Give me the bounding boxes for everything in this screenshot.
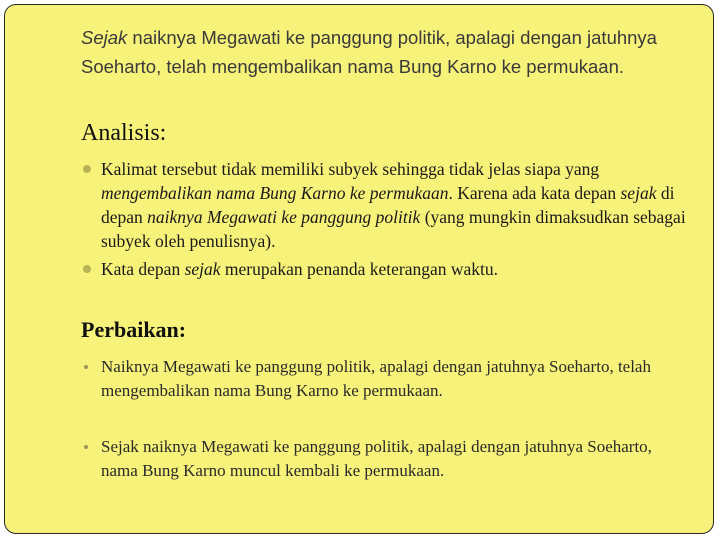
perbaikan-item-1 bbox=[81, 355, 691, 403]
perbaikan-heading: Perbaikan: bbox=[81, 317, 187, 342]
intro-rest: naiknya Megawati ke panggung politik, apalagi dengan jatuhnya Soeharto, telah mengembalikan nama Bung Karno ke permukaan. bbox=[81, 27, 657, 77]
text-part: (yang mungkin dimaksudkan sebagai subyek oleh penulisnya). bbox=[101, 207, 686, 251]
text-italic: naiknya Megawati ke panggung politik bbox=[147, 207, 421, 227]
text-italic: sejak bbox=[620, 183, 657, 203]
text-part: Kalimat tersebut tidak memiliki subyek sehingga tidak jelas siapa yang bbox=[101, 159, 600, 179]
slide bbox=[4, 4, 714, 534]
bullet-dot bbox=[83, 165, 91, 173]
perbaikan-item-2 bbox=[81, 435, 691, 483]
bullet-dot bbox=[83, 265, 91, 273]
text-part: merupakan penanda keterangan waktu. bbox=[220, 259, 498, 279]
analisis-list bbox=[81, 157, 691, 285]
analisis-bullet-1 bbox=[81, 157, 691, 253]
text-part: di depan bbox=[101, 183, 675, 227]
bullet-dot bbox=[84, 445, 88, 449]
intro-sentence bbox=[81, 23, 681, 81]
text-italic: mengembalikan nama Bung Karno ke permukaan bbox=[101, 183, 449, 203]
bullet-dot bbox=[84, 365, 88, 369]
analisis-bullet-2 bbox=[81, 257, 691, 281]
perbaikan-text: Sejak naiknya Megawati ke panggung politik, apalagi dengan jatuhnya Soeharto, nama Bung Karno muncul kembali ke permukaan. bbox=[101, 437, 652, 480]
intro-italic-word: Sejak bbox=[81, 27, 128, 48]
analisis-heading: Analisis: bbox=[81, 120, 167, 146]
perbaikan-text: Naiknya Megawati ke panggung politik, apalagi dengan jatuhnya Soeharto, telah mengembalikan nama Bung Karno ke permukaan. bbox=[101, 357, 651, 400]
perbaikan-list bbox=[81, 355, 691, 483]
text-part: . Karena ada kata depan bbox=[448, 183, 621, 203]
text-italic: sejak bbox=[184, 259, 221, 279]
text-part: Kata depan bbox=[101, 259, 185, 279]
